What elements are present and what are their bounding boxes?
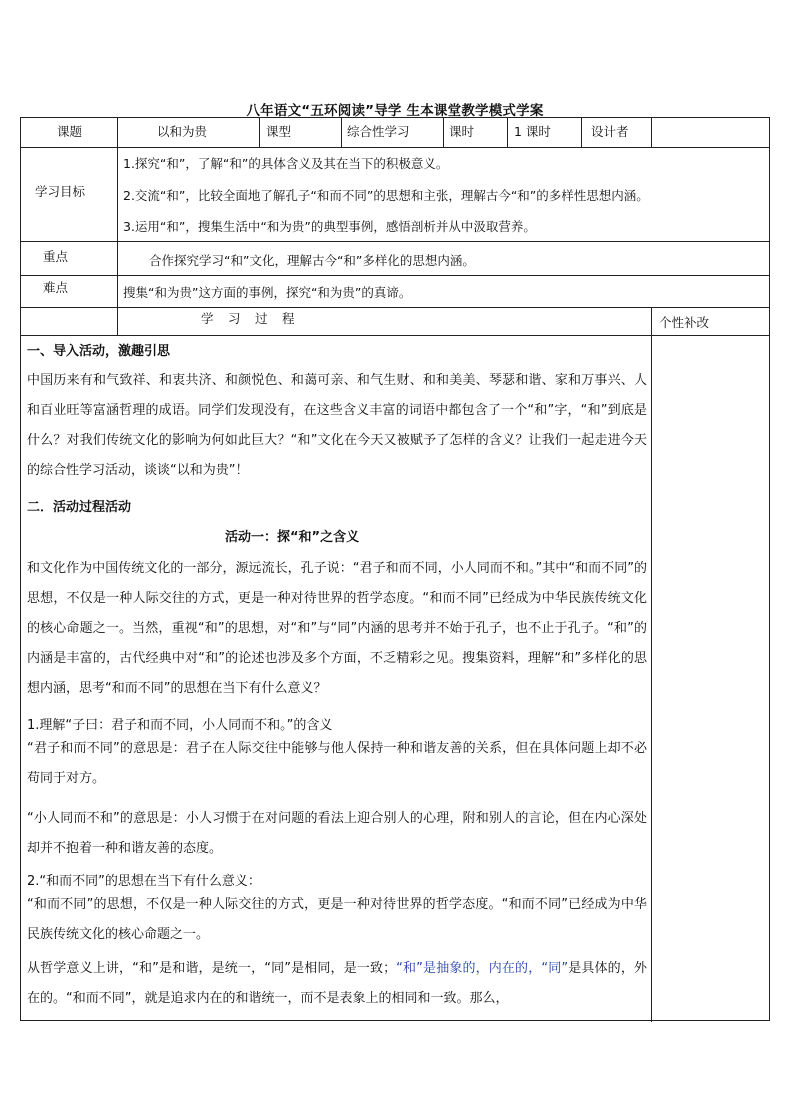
topic-value: 以和为贵: [157, 124, 208, 139]
row-divider: [21, 307, 769, 308]
question-1-answer-2: “小人同而不和”的意思是：小人习惯于在对问题的看法上迎合别人的心理，附和别人的言论，但在内心深处却并不抱着一种和谐友善的态度。: [27, 811, 647, 856]
topic-label: 课题: [57, 124, 83, 139]
column-divider: [507, 118, 508, 147]
column-divider: [259, 118, 260, 147]
type-label: 课型: [266, 124, 292, 139]
section1-title: 一、导入活动，激趣引思: [27, 344, 171, 359]
activity1-title: 活动一：探“和”之含义: [225, 530, 360, 545]
question-2-answer: “和而不同”的思想，不仅是一种人际交往的方式，更是一种对待世界的哲学态度。“和而不同”已经成为中华民族传统文化的核心命题之一。: [27, 897, 647, 942]
column-divider: [443, 118, 444, 147]
question-1-answer-1: “君子和而不同”的意思是：君子在人际交往中能够与他人保持一种和谐友善的关系，但在具体问题上却不必苟同于对方。: [27, 741, 647, 786]
row-divider: [21, 147, 769, 148]
column-divider: [117, 118, 118, 307]
key-point-label: 重点: [43, 249, 69, 264]
objective-item: 2.交流“和”，比较全面地了解孔子“和而不同”的思想和主张，理解古今“和”的多样性思想内涵。: [123, 188, 649, 203]
difficulty-label: 难点: [43, 280, 69, 295]
section2-title: 二．活动过程活动: [27, 500, 132, 515]
closing-paragraph-part-b: 是具体的，外在的。“和而不同”，就是追求内在的和谐统一，而不是表象上的相同和一致。那么，: [27, 961, 647, 1006]
closing-paragraph-highlight: “和”是抽象的，内在的，“同”: [396, 961, 569, 976]
closing-paragraph-part-a: 从哲学意义上讲，“和”是和谐，是统一，“同”是相同，是一致；: [27, 961, 397, 976]
question-1: 1.理解“子曰：君子和而不同，小人同而不和。”的含义: [27, 718, 333, 733]
period-label: 课时: [449, 124, 475, 139]
column-divider: [581, 118, 582, 147]
objectives-label: 学习目标: [35, 184, 86, 199]
row-divider: [21, 335, 769, 336]
question-2: 2.“和而不同”的思想在当下有什么意义：: [27, 874, 261, 889]
type-value: 综合性学习: [347, 124, 410, 139]
closing-paragraph: [27, 954, 647, 1014]
document-title: 八年语文“五环阅读”导学 生本课堂教学模式学案: [246, 103, 544, 119]
objective-item: 3.运用“和”，搜集生活中“和为贵”的典型事例，感悟剖析并从中汲取营养。: [123, 219, 536, 234]
column-divider: [651, 307, 652, 1022]
row-divider: [21, 241, 769, 242]
row-divider: [21, 275, 769, 276]
lesson-table: [20, 117, 770, 1021]
objective-item: 1.探究“和”，了解“和”的具体含义及其在当下的积极意义。: [123, 156, 449, 171]
difficulty-text: 搜集“和为贵”这方面的事例，探究“和为贵”的真谛。: [123, 285, 412, 300]
side-notes-heading: 个性补改: [659, 315, 710, 330]
column-divider: [341, 118, 342, 147]
section1-paragraph: 中国历来有和气致祥、和衷共济、和颜悦色、和蔼可亲、和气生财、和和美美、琴瑟和谐、家和万事兴、人和百业旺等富涵哲理的成语。同学们发现没有，在这些含义丰富的词语中都包含了一个“和”字，“和”到底是什么？对我们传统文化的影响为何如此巨大？“和”文化在今天又被赋予了怎样的含义？让我们一起走进今天的综合性学习活动，谈谈“以和为贵”！: [27, 373, 647, 478]
activity1-paragraph: 和文化作为中国传统文化的一部分，源远流长，孔子说：“君子和而不同，小人同而不和。”其中“和而不同”的思想，不仅是一种人际交往的方式，更是一种对待世界的哲学态度。“和而不同”已经成为中华民族传统文化的核心命题之一。当然，重视“和”的思想，对“和”与“同”内涵的思考并不始于孔子，也不止于孔子。“和”的内涵是丰富的，古代经典中对“和”的论述也涉及多个方面，不乏精彩之见。搜集资料，理解“和”多样化的思想内涵，思考“和而不同”的思想在当下有什么意义？: [27, 561, 647, 696]
period-value: 1 课时: [514, 124, 551, 139]
column-divider: [117, 307, 118, 335]
key-point-text: 合作探究学习“和”文化，理解古今“和”多样化的思想内涵。: [149, 253, 475, 268]
process-heading: 学 习 过 程: [201, 311, 296, 326]
column-divider: [651, 118, 652, 147]
designer-label: 设计者: [591, 124, 629, 139]
